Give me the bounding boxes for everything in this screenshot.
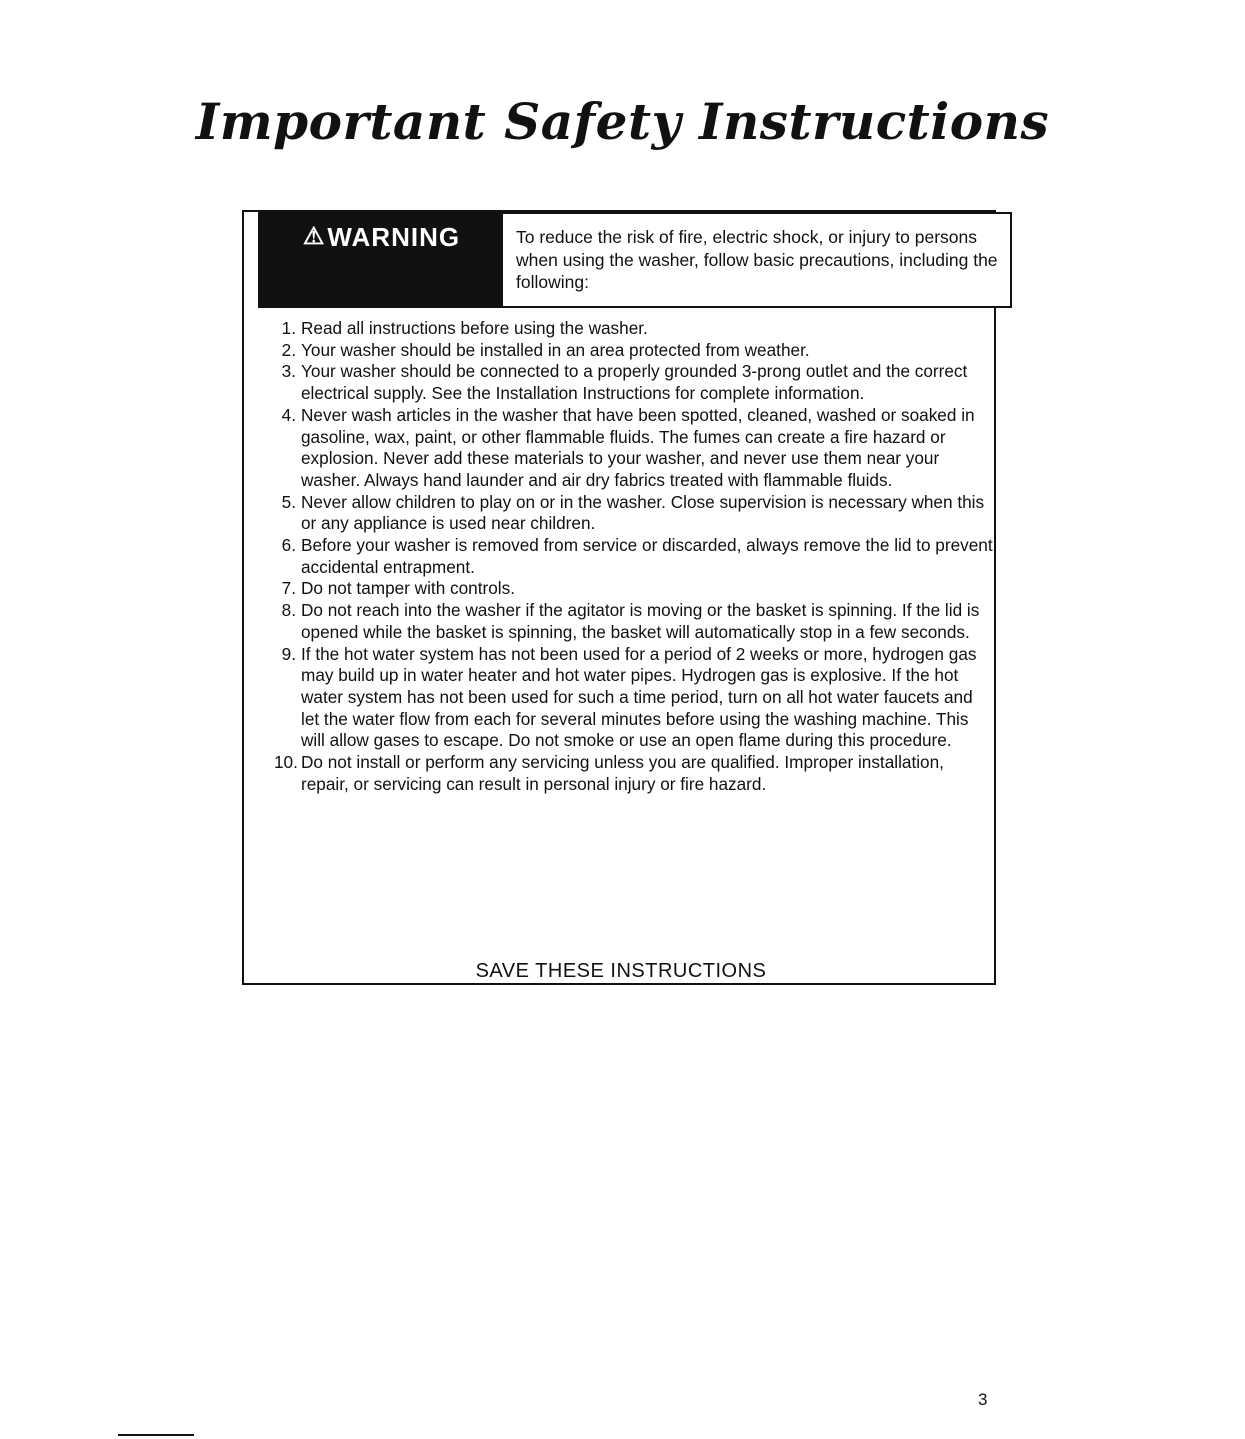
item-number: 4. [281,404,296,425]
item-text: Before your washer is removed from service or discarded, always remove the lid to prevent accidental entrapment. [301,535,993,577]
instruction-list [274,318,994,795]
safety-warning-box [242,210,996,985]
item-number: 1. [281,318,296,338]
item-text: Never allow children to play on or in the washer. Close supervision is necessary when this or any appliance is used near children. [301,491,985,534]
list-item [274,340,994,362]
item-text: Do not reach into the washer if the agitator is moving or the basket is spinning. If the lid is opened while the basket is spinning, the basket will automatically stop in a few seconds. [301,600,980,642]
item-text: Never wash articles in the washer that have been spotted, cleaned, washed or soaked in gasoline, wax, paint, or other flammable fluids. The fumes can create a fire hazard or explosion. Never add these materials to your washer, and never use them near your washer. Always hand launder and air dry fabrics treated with flammable fluids. [301,404,975,490]
item-number: 5. [281,491,296,512]
list-item [274,492,994,535]
list-item [274,361,994,404]
page-number: 3 [978,1390,988,1409]
item-text: Your washer should be connected to a properly grounded 3-prong outlet and the correct electrical supply. See the Installation Instructions for complete information. [301,361,968,404]
item-text: Your washer should be installed in an area protected from weather. [301,339,810,360]
page-title: Important Safety Instructions [195,92,1050,151]
warning-header [258,212,1012,308]
warning-triangle-icon: ⚠ [302,223,326,250]
item-number: 10. [274,752,298,773]
item-number: 9. [281,643,296,664]
item-text: Read all instructions before using the washer. [301,318,648,338]
item-text: Do not install or perform any servicing unless you are qualified. Improper installation, repair, or servicing can result in personal injury or fire hazard. [301,752,944,794]
item-text: Do not tamper with controls. [301,578,515,599]
warning-label-text: WARNING [327,222,461,252]
list-item [274,600,994,643]
warning-label [260,214,503,306]
list-item [274,535,994,578]
list-item [274,578,994,600]
list-item [274,405,994,492]
item-number: 2. [281,339,296,360]
item-text: If the hot water system has not been used for a period of 2 weeks or more, hydrogen gas may build up in water heater and hot water pipes. Hydrogen gas is explosive. If the hot water system has not been used for such a time period, turn on all hot water faucets and let the water flow from each for several minutes before using the washing machine. This will allow gases to escape. Do not smoke or use an open flame during this procedure. [301,643,977,751]
warning-intro: To reduce the risk of fire, electric shock, or injury to persons when using the washer, follow basic precautions, including the following: [516,227,998,292]
item-number: 8. [281,600,296,621]
item-number: 6. [281,535,296,556]
save-instructions-note: SAVE THESE INSTRUCTIONS [475,960,767,982]
list-item [274,752,994,795]
item-number: 7. [281,578,296,599]
list-item [274,318,994,340]
bottom-rule [118,1434,194,1436]
item-number: 3. [281,361,296,382]
list-item [274,644,994,753]
